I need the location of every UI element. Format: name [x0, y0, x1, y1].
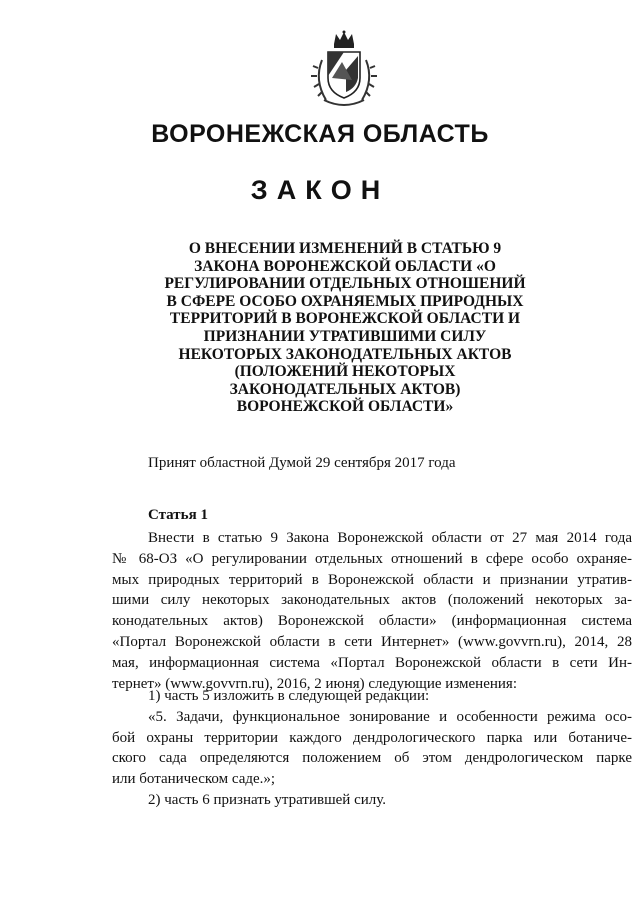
title-line: РЕГУЛИРОВАНИИ ОТДЕЛЬНЫХ ОТНОШЕНИЙ	[164, 275, 526, 293]
title-line: НЕКОТОРЫХ ЗАКОНОДАТЕЛЬНЫХ АКТОВ	[178, 345, 512, 363]
text-line: ского сада определяются положением об этом дендрологическом парке	[112, 750, 632, 767]
law-title	[160, 240, 530, 416]
text-line: шими силу некоторых законодательных актов (положений некоторых за-	[112, 592, 632, 609]
coat-of-arms-icon	[308, 30, 380, 112]
text-line: № 68-ОЗ «О регулировании отдельных отношений в сфере особо охраняе-	[112, 550, 632, 567]
text-line: «Портал Воронежской области в сети Интернет» (www.govvrn.ru), 2014, 28	[112, 633, 632, 650]
text-line: «5. Задачи, функциональное зонирование и особенности режима осо-	[148, 708, 632, 725]
text-line: мая, информационная система «Портал Воронежской области в сети Ин-	[112, 654, 632, 671]
article-heading: Статья 1	[148, 507, 208, 523]
document-type-heading: ЗАКОН	[250, 175, 390, 205]
title-line: В СФЕРЕ ОСОБО ОХРАНЯЕМЫХ ПРИРОДНЫХ	[166, 292, 524, 310]
adoption-note: Принят областной Думой 29 сентября 2017 года	[148, 455, 456, 471]
text-line: Внести в статью 9 Закона Воронежской области от 27 мая 2014 года	[148, 530, 632, 546]
text-line: 2) часть 6 признать утратившей силу.	[148, 791, 387, 808]
text-line: или ботаническом саде.»;	[112, 771, 276, 788]
text-line: тернет» (www.govvrn.ru), 2016, 2 июня) следующие изменения:	[112, 675, 517, 692]
title-line: (ПОЛОЖЕНИЙ НЕКОТОРЫХ	[234, 363, 456, 381]
title-line: ПРИЗНАНИИ УТРАТИВШИМИ СИЛУ	[203, 327, 487, 345]
text-line: 1) часть 5 изложить в следующей редакции:	[148, 688, 430, 704]
title-line: ЗАКОНА ВОРОНЕЖСКОЙ ОБЛАСТИ «О	[194, 257, 496, 275]
title-line: ВОРОНЕЖСКОЙ ОБЛАСТИ»	[236, 398, 454, 416]
article-changes	[112, 686, 632, 811]
text-line: бой охраны территории каждого дендрологического парка или ботаниче-	[112, 729, 632, 746]
text-line: мых природных территорий в Воронежской области и признании утратив-	[112, 571, 632, 588]
text-line: конодательных актов) Воронежской области» (информационная система	[112, 613, 632, 630]
article-intro	[112, 528, 632, 694]
title-line: О ВНЕСЕНИИ ИЗМЕНЕНИЙ В СТАТЬЮ 9	[188, 240, 502, 257]
title-line: ТЕРРИТОРИЙ В ВОРОНЕЖСКОЙ ОБЛАСТИ И	[169, 310, 521, 328]
region-heading: ВОРОНЕЖСКАЯ ОБЛАСТЬ	[151, 120, 489, 148]
title-line: ЗАКОНОДАТЕЛЬНЫХ АКТОВ)	[229, 380, 461, 398]
